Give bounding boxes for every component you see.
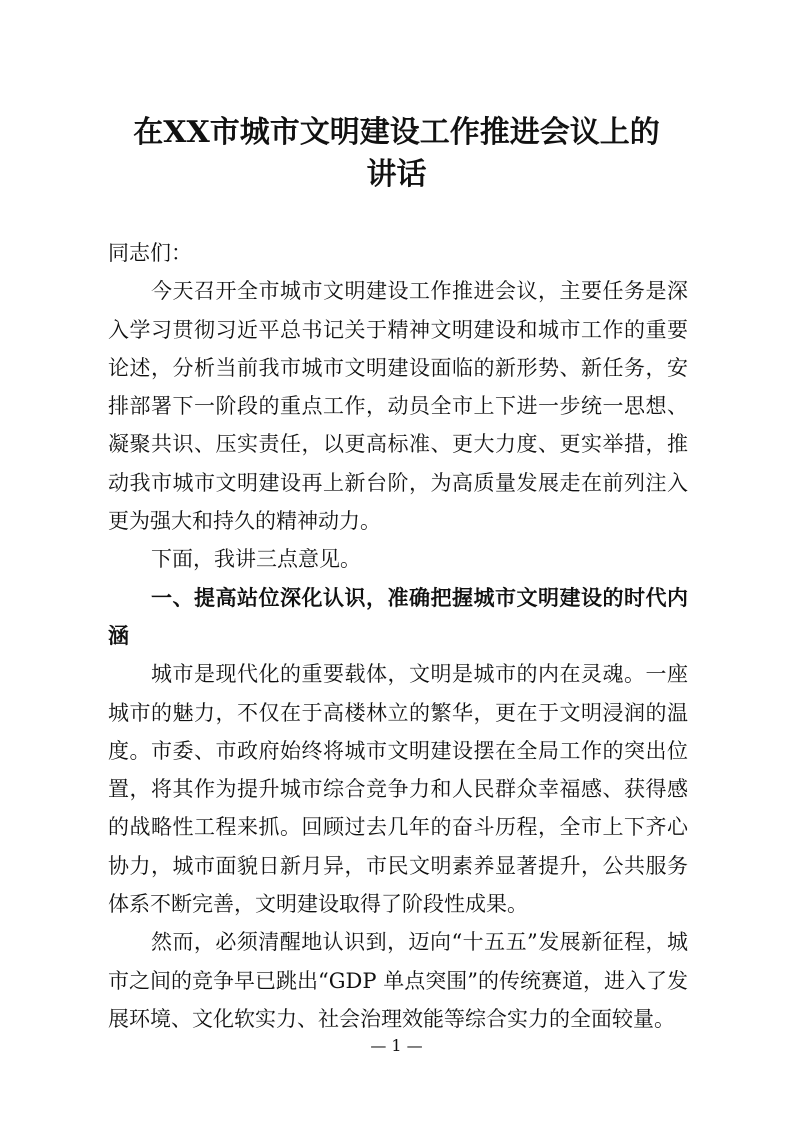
section-heading [108, 579, 688, 656]
document-body [108, 234, 688, 1038]
text-line: 今天召开全市城市文明建设工作推进会议，主要任务是深 [151, 279, 688, 304]
text-line: 度。市委、市政府始终将城市文明建设摆在全局工作的突出位 [108, 738, 688, 763]
paragraph [108, 540, 688, 578]
document-title [100, 112, 693, 196]
text-line: 城市的魅力，不仅在于高楼林立的繁华，更在于文明浸润的温 [108, 700, 688, 725]
text-line: 论述，分析当前我市城市文明建设面临的新形势、新任务，安 [108, 355, 688, 380]
text-line: 下面，我讲三点意见。 [151, 547, 361, 572]
text-line: 一、提高站位深化认识，准确把握城市文明建设的时代内 [151, 585, 688, 610]
paragraph [108, 655, 688, 923]
text-line: 协力，城市面貌日新月异，市民文明素养显著提升，公共服务 [108, 853, 688, 878]
page-number: — 1 — [370, 1036, 423, 1055]
text-line: 排部署下一阶段的重点工作，动员全市上下进一步统一思想、 [108, 394, 688, 419]
title-line-1: 在XX市城市文明建设工作推进会议上的 [133, 115, 660, 150]
salutation [108, 234, 688, 272]
text-line: 然而，必须清醒地认识到，迈向“十五五”发展新征程，城 [151, 930, 688, 955]
paragraph [108, 923, 688, 1038]
paragraph [108, 272, 688, 540]
text-line: 体系不断完善，文明建设取得了阶段性成果。 [108, 892, 528, 917]
text-line: 入学习贯彻习近平总书记关于精神文明建设和城市工作的重要 [108, 317, 688, 342]
title-line-2: 讲话 [366, 157, 427, 192]
text-line: 展环境、文化软实力、社会治理效能等综合实力的全面较量。 [108, 1006, 675, 1031]
text-line: 置，将其作为提升城市综合竞争力和人民群众幸福感、获得感 [108, 777, 688, 802]
text-line: 的战略性工程来抓。回顾过去几年的奋斗历程，全市上下齐心 [108, 815, 688, 840]
text-line: 市之间的竞争早已跳出“GDP 单点突围”的传统赛道，进入了发 [108, 968, 688, 993]
text-line: 更为强大和持久的精神动力。 [108, 509, 381, 534]
text-line: 城市是现代化的重要载体，文明是城市的内在灵魂。一座 [151, 662, 688, 687]
text-line: 同志们： [108, 241, 192, 265]
text-line: 涵 [108, 623, 129, 648]
text-line: 动我市城市文明建设再上新台阶，为高质量发展走在前列注入 [108, 470, 688, 495]
text-line: 凝聚共识、压实责任，以更高标准、更大力度、更实举措，推 [108, 432, 688, 457]
